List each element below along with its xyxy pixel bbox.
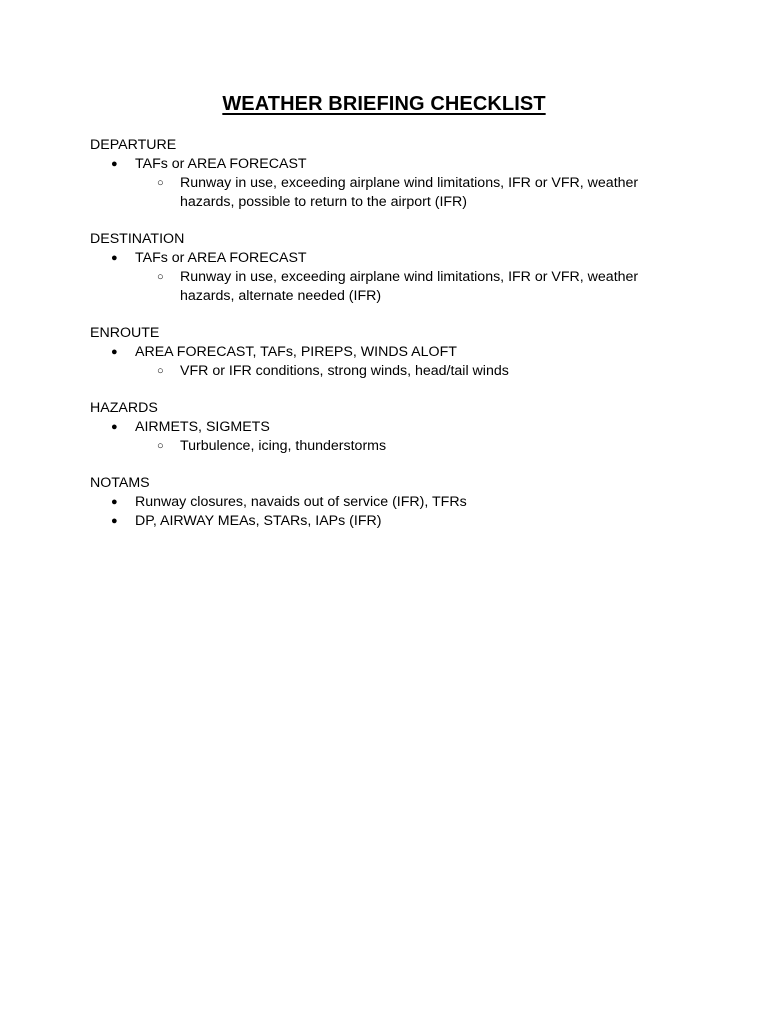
list-item xyxy=(90,418,650,456)
list-item xyxy=(90,249,650,306)
checklist xyxy=(90,136,650,549)
bullet-list xyxy=(90,343,650,381)
hollow-circle-bullet-icon: ○ xyxy=(157,440,164,452)
sub-list-item-text: VFR or IFR conditions, strong winds, head/tail winds xyxy=(180,363,509,379)
document-title: WEATHER BRIEFING CHECKLIST xyxy=(222,93,546,115)
sub-list-item xyxy=(135,362,650,381)
section-departure xyxy=(90,136,650,212)
filled-circle-bullet-icon: ● xyxy=(111,158,118,170)
section-enroute xyxy=(90,324,650,381)
section-hazards xyxy=(90,399,650,456)
list-item-text: TAFs or AREA FORECAST xyxy=(135,250,307,266)
section-heading: NOTAMS xyxy=(90,475,150,491)
bullet-list xyxy=(90,493,650,531)
sub-list-item xyxy=(135,268,650,306)
sub-list-item xyxy=(135,174,650,212)
sub-list-item-text: Runway in use, exceeding airplane wind limitations, IFR or VFR, weather hazards, possible to return to the airport (IFR) xyxy=(180,175,639,210)
list-item xyxy=(90,493,650,512)
filled-circle-bullet-icon: ● xyxy=(111,252,118,264)
sub-bullet-list xyxy=(135,268,650,306)
filled-circle-bullet-icon: ● xyxy=(111,346,118,358)
sub-bullet-list xyxy=(135,437,650,456)
bullet-list xyxy=(90,155,650,212)
list-item-text: AREA FORECAST, TAFs, PIREPS, WINDS ALOFT xyxy=(135,344,457,360)
sub-list-item-text: Turbulence, icing, thunderstorms xyxy=(180,438,387,454)
filled-circle-bullet-icon: ● xyxy=(111,515,118,527)
hollow-circle-bullet-icon: ○ xyxy=(157,271,164,283)
list-item-text: TAFs or AREA FORECAST xyxy=(135,156,307,172)
list-item xyxy=(90,512,650,531)
list-item-text: Runway closures, navaids out of service (IFR), TFRs xyxy=(135,494,467,510)
section-heading: ENROUTE xyxy=(90,325,160,341)
sub-list-item-text: Runway in use, exceeding airplane wind limitations, IFR or VFR, weather hazards, alternate needed (IFR) xyxy=(180,269,639,304)
filled-circle-bullet-icon: ● xyxy=(111,421,118,433)
list-item-text: AIRMETS, SIGMETS xyxy=(135,419,270,435)
section-heading: DESTINATION xyxy=(90,231,185,247)
filled-circle-bullet-icon: ● xyxy=(111,496,118,508)
section-destination xyxy=(90,230,650,306)
bullet-list xyxy=(90,418,650,456)
section-notams xyxy=(90,474,650,531)
sub-list-item xyxy=(135,437,650,456)
sub-bullet-list xyxy=(135,362,650,381)
section-heading: HAZARDS xyxy=(90,400,158,416)
sub-bullet-list xyxy=(135,174,650,212)
hollow-circle-bullet-icon: ○ xyxy=(157,365,164,377)
hollow-circle-bullet-icon: ○ xyxy=(157,177,164,189)
section-heading: DEPARTURE xyxy=(90,137,177,153)
bullet-list xyxy=(90,249,650,306)
list-item xyxy=(90,155,650,212)
list-item-text: DP, AIRWAY MEAs, STARs, IAPs (IFR) xyxy=(135,513,382,529)
list-item xyxy=(90,343,650,381)
